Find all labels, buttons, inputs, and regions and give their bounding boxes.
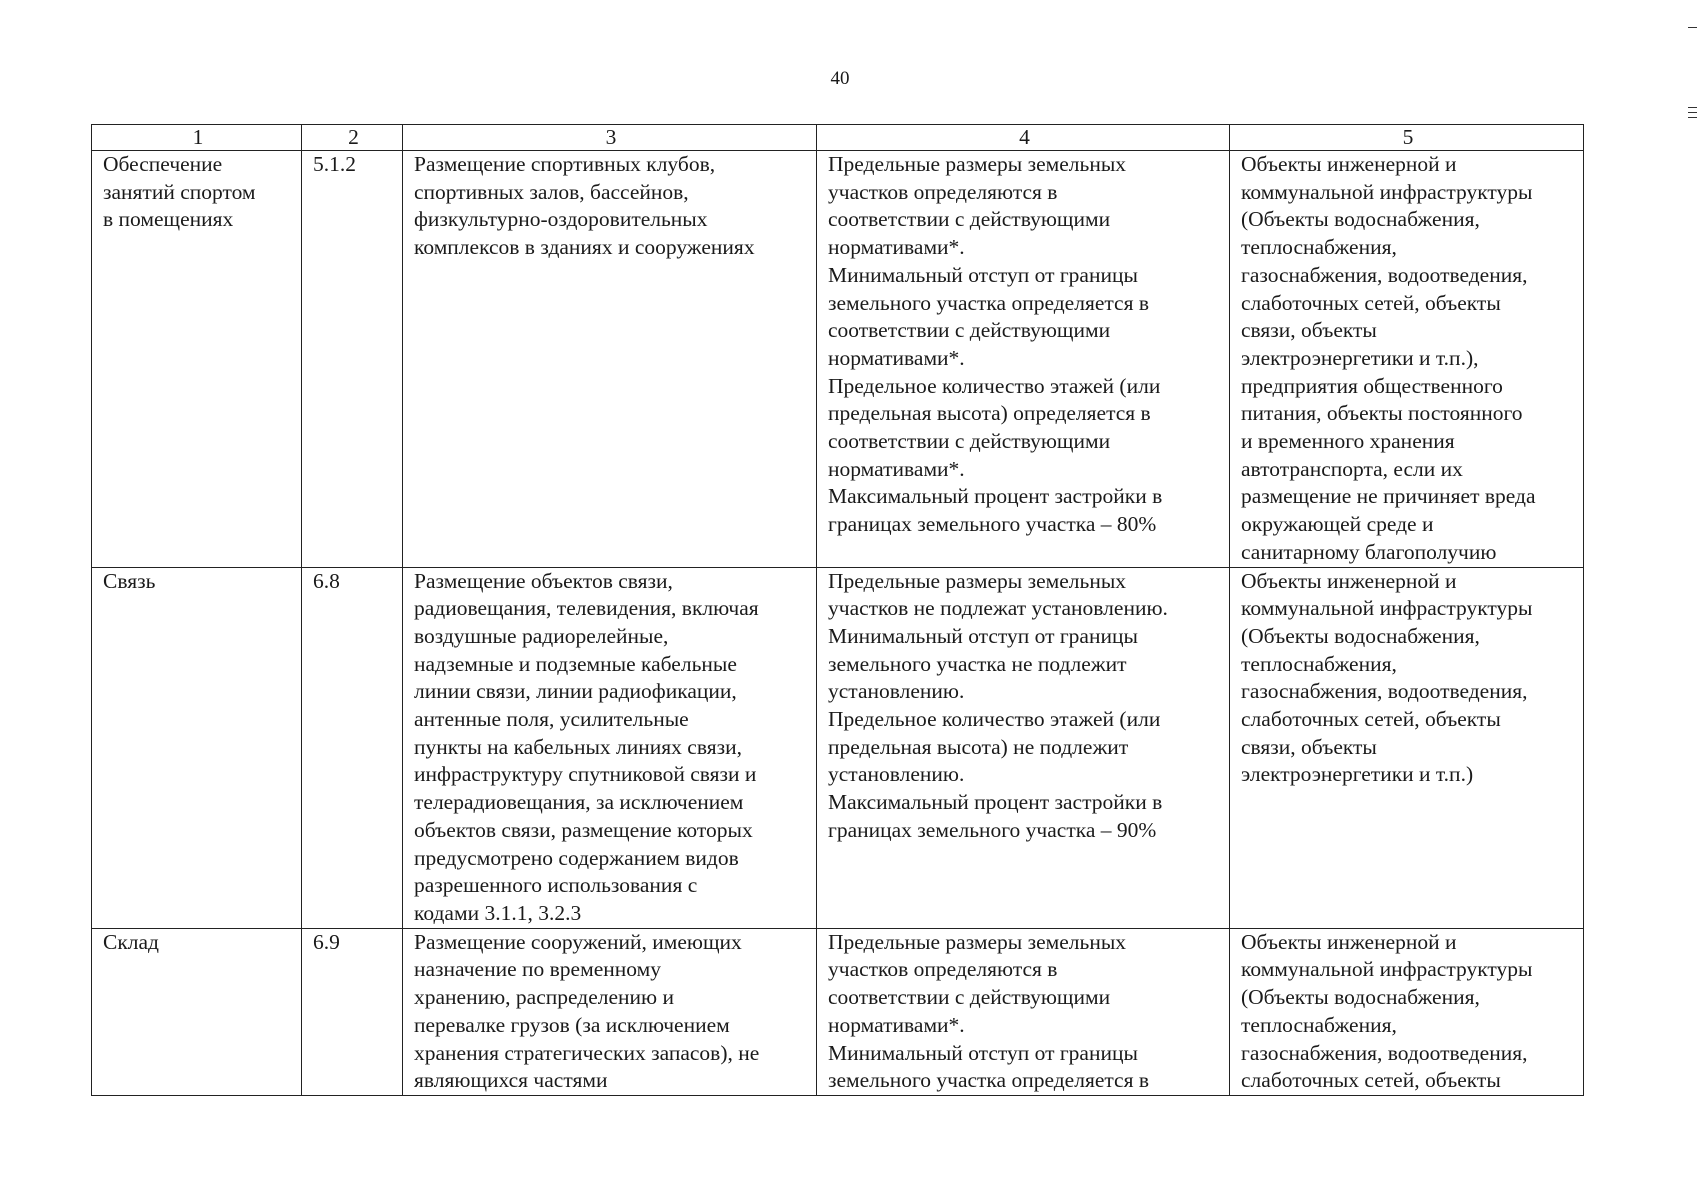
parcel-parameters-line: Минимальный отступ от границы [828, 1040, 1138, 1065]
parcel-parameters-line: Максимальный процент застройки в [828, 484, 1163, 509]
use-description-line: назначение по временному [414, 957, 661, 982]
use-type-code-cell: 5.1.2 [302, 151, 403, 568]
use-description-line: Размещение сооружений, имеющих [414, 929, 742, 954]
use-description-line: кодами 3.1.1, 3.2.3 [414, 900, 582, 925]
auxiliary-uses-line: слаботочных сетей, объекты [1241, 707, 1501, 732]
parcel-parameters-line: соответствии с действующими [828, 207, 1111, 232]
column-header: 4 [817, 125, 1230, 151]
auxiliary-uses-line: коммунальной инфраструктуры [1241, 179, 1533, 204]
edge-mark [1688, 117, 1697, 118]
parcel-parameters-line: границах земельного участка – 80% [828, 512, 1157, 537]
column-header: 2 [302, 125, 403, 151]
use-type-name-line: Склад [103, 929, 159, 954]
use-description-line: телерадиовещания, за исключением [414, 790, 744, 815]
auxiliary-uses-line: связи, объекты [1241, 734, 1377, 759]
use-description-line: спортивных залов, бассейнов, [414, 179, 689, 204]
column-header: 1 [92, 125, 302, 151]
auxiliary-uses-line: (Объекты водоснабжения, [1241, 623, 1480, 648]
use-description-line: антенные поля, усилительные [414, 707, 689, 732]
parcel-parameters-line: нормативами*. [828, 1012, 965, 1037]
use-description-cell [403, 567, 817, 928]
parcel-parameters-line: соответствии с действующими [828, 429, 1111, 454]
use-description-line: Размещение спортивных клубов, [414, 152, 716, 176]
auxiliary-uses-line: и временного хранения [1241, 429, 1455, 454]
parcel-parameters-line: участков определяются в [828, 957, 1058, 982]
parcel-parameters-line: предельная высота) не подлежит [828, 734, 1129, 759]
parcel-parameters-line: установлению. [828, 762, 965, 787]
parcel-parameters-line: нормативами*. [828, 456, 965, 481]
parcel-parameters-line: Максимальный процент застройки в [828, 790, 1163, 815]
parcel-parameters-line: границах земельного участка – 90% [828, 817, 1157, 842]
auxiliary-uses-line: коммунальной инфраструктуры [1241, 957, 1533, 982]
auxiliary-uses-line: Объекты инженерной и [1241, 568, 1457, 593]
auxiliary-uses-line: теплоснабжения, [1241, 1012, 1397, 1037]
auxiliary-uses-line: теплоснабжения, [1241, 235, 1397, 260]
auxiliary-uses-line: Объекты инженерной и [1241, 929, 1457, 954]
use-description-line: хранению, распределению и [414, 985, 674, 1010]
auxiliary-uses-line: коммунальной инфраструктуры [1241, 596, 1533, 621]
table-header-row [92, 125, 1584, 151]
use-type-name-cell [92, 928, 302, 1095]
use-description-line: перевалке грузов (за исключением [414, 1012, 730, 1037]
use-description-line: хранения стратегических запасов), не [414, 1040, 760, 1065]
use-type-name-line: Связь [103, 568, 156, 593]
use-description-line: предусмотрено содержанием видов [414, 845, 739, 870]
use-description-line: разрешенного использования с [414, 873, 698, 898]
parcel-parameters-line: Предельное количество этажей (или [828, 373, 1161, 398]
parcel-parameters-line: Предельные размеры земельных [828, 929, 1127, 954]
use-description-line: инфраструктуру спутниковой связи и [414, 762, 757, 787]
table-row [92, 928, 1584, 1095]
use-description-line: объектов связи, размещение которых [414, 817, 753, 842]
edge-mark [1688, 27, 1697, 28]
parcel-parameters-line: Предельные размеры земельных [828, 152, 1127, 176]
auxiliary-uses-line: электроэнергетики и т.п.), [1241, 345, 1479, 370]
auxiliary-uses-line: теплоснабжения, [1241, 651, 1397, 676]
auxiliary-uses-line: Объекты инженерной и [1241, 152, 1457, 176]
use-type-name-line: Обеспечение [103, 152, 223, 176]
page-number: 40 [830, 68, 850, 89]
use-type-name-cell [92, 567, 302, 928]
auxiliary-uses-line: (Объекты водоснабжения, [1241, 985, 1480, 1010]
parcel-parameters-line: участков определяются в [828, 179, 1058, 204]
use-type-code-cell: 6.9 [302, 928, 403, 1095]
use-description-line: радиовещания, телевидения, включая [414, 596, 759, 621]
parcel-parameters-line: участков не подлежат установлению. [828, 596, 1168, 621]
use-description-line: комплексов в зданиях и сооружениях [414, 235, 755, 260]
parcel-parameters-line: земельного участка не подлежит [828, 651, 1127, 676]
use-description-line: физкультурно-оздоровительных [414, 207, 708, 232]
auxiliary-uses-line: окружающей среде и [1241, 512, 1434, 537]
auxiliary-uses-line: газоснабжения, водоотведения, [1241, 1040, 1528, 1065]
auxiliary-uses-cell [1230, 567, 1584, 928]
table-row [92, 567, 1584, 928]
auxiliary-uses-cell [1230, 928, 1584, 1095]
use-description-line: линии связи, линии радиофикации, [414, 679, 737, 704]
auxiliary-uses-line: питания, объекты постоянного [1241, 401, 1523, 426]
use-type-name-cell [92, 151, 302, 568]
auxiliary-uses-cell [1230, 151, 1584, 568]
parcel-parameters-line: земельного участка определяется в [828, 1068, 1149, 1093]
use-description-line: Размещение объектов связи, [414, 568, 673, 593]
auxiliary-uses-line: предприятия общественного [1241, 373, 1503, 398]
auxiliary-uses-line: связи, объекты [1241, 318, 1377, 343]
edge-mark [1688, 112, 1697, 113]
parcel-parameters-line: соответствии с действующими [828, 318, 1111, 343]
land-use-table [91, 124, 1584, 1096]
auxiliary-uses-line: газоснабжения, водоотведения, [1241, 262, 1528, 287]
use-type-name-line: в помещениях [103, 207, 234, 232]
auxiliary-uses-line: размещение не причиняет вреда [1241, 484, 1536, 509]
edge-mark [1688, 107, 1697, 108]
auxiliary-uses-line: автотранспорта, если их [1241, 456, 1463, 481]
parcel-parameters-line: нормативами*. [828, 345, 965, 370]
use-description-line: являющихся частями [414, 1068, 608, 1093]
parcel-parameters-cell [817, 928, 1230, 1095]
table-row [92, 151, 1584, 568]
auxiliary-uses-line: газоснабжения, водоотведения, [1241, 679, 1528, 704]
parcel-parameters-line: Минимальный отступ от границы [828, 262, 1138, 287]
auxiliary-uses-line: слаботочных сетей, объекты [1241, 290, 1501, 315]
column-header: 5 [1230, 125, 1584, 151]
parcel-parameters-line: предельная высота) определяется в [828, 401, 1151, 426]
column-header: 3 [403, 125, 817, 151]
auxiliary-uses-line: (Объекты водоснабжения, [1241, 207, 1480, 232]
use-type-code-cell: 6.8 [302, 567, 403, 928]
parcel-parameters-line: Предельное количество этажей (или [828, 707, 1161, 732]
parcel-parameters-line: Минимальный отступ от границы [828, 623, 1138, 648]
parcel-parameters-line: Предельные размеры земельных [828, 568, 1127, 593]
parcel-parameters-line: нормативами*. [828, 235, 965, 260]
use-description-line: воздушные радиорелейные, [414, 623, 669, 648]
use-description-line: надземные и подземные кабельные [414, 651, 737, 676]
parcel-parameters-line: установлению. [828, 679, 965, 704]
use-description-line: пункты на кабельных линиях связи, [414, 734, 742, 759]
use-type-name-line: занятий спортом [103, 179, 256, 204]
use-description-cell [403, 928, 817, 1095]
auxiliary-uses-line: слаботочных сетей, объекты [1241, 1068, 1501, 1093]
auxiliary-uses-line: санитарному благополучию [1241, 539, 1497, 564]
parcel-parameters-cell [817, 567, 1230, 928]
parcel-parameters-line: соответствии с действующими [828, 985, 1111, 1010]
use-description-cell [403, 151, 817, 568]
parcel-parameters-cell [817, 151, 1230, 568]
auxiliary-uses-line: электроэнергетики и т.п.) [1241, 762, 1474, 787]
parcel-parameters-line: земельного участка определяется в [828, 290, 1149, 315]
